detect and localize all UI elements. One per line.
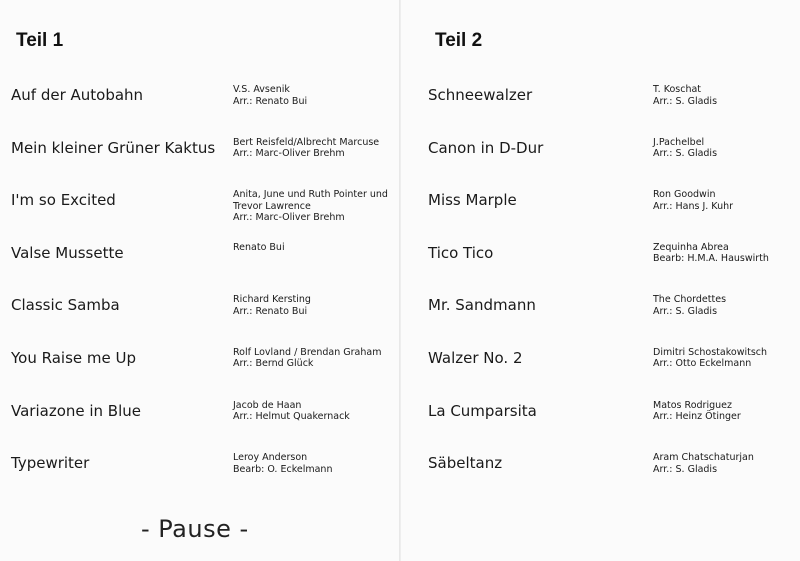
program-entry xyxy=(11,396,391,449)
credit-line: Jacob de Haan xyxy=(233,399,302,411)
credit-line: Arr.: Marc-Oliver Brehm xyxy=(233,148,345,160)
piece-credits xyxy=(233,242,285,254)
program-entry xyxy=(428,343,798,396)
piece-credits xyxy=(653,137,717,160)
piece-credits xyxy=(653,400,741,423)
program-entry xyxy=(428,80,798,133)
piece-title: Auf der Autobahn xyxy=(11,86,144,104)
piece-credits xyxy=(233,84,307,107)
piece-title: You Raise me Up xyxy=(11,348,136,367)
credit-line: Arr.: Helmut Quakernack xyxy=(233,411,350,423)
credit-line: Matos Rodriguez xyxy=(653,399,732,411)
credit-line: Bearb: H.M.A. Hauswirth xyxy=(653,253,769,265)
program-entry xyxy=(428,185,798,238)
credit-line: Dimitri Schostakowitsch xyxy=(653,346,768,358)
piece-credits xyxy=(233,452,332,475)
piece-title: Canon in D-Dur xyxy=(428,138,544,157)
piece-credits xyxy=(233,347,381,370)
part1-heading: Teil 1 xyxy=(16,30,64,51)
credit-line: Arr.: Marc-Oliver Brehm xyxy=(233,212,345,224)
program-entry xyxy=(11,185,391,238)
credit-line: Arr.: Renato Bui xyxy=(233,95,308,107)
program-entry xyxy=(11,290,391,343)
piece-title: Walzer No. 2 xyxy=(428,348,523,367)
program-entry xyxy=(11,80,391,133)
program-entry xyxy=(428,448,798,501)
credit-line: Ron Goodwin xyxy=(653,189,716,201)
credit-line: Rolf Lovland / Brendan Graham xyxy=(233,346,382,358)
piece-credits xyxy=(233,294,311,317)
credit-line: Richard Kersting xyxy=(233,294,311,306)
credit-line: Bearb: O. Eckelmann xyxy=(233,463,333,475)
part2-list xyxy=(428,80,798,501)
piece-credits xyxy=(233,400,350,423)
part1-list xyxy=(11,80,391,501)
credit-line: Leroy Anderson xyxy=(233,452,308,464)
program-entry xyxy=(11,343,391,396)
credit-line: Bert Reisfeld/Albrecht Marcuse xyxy=(233,136,380,148)
program-entry xyxy=(428,396,798,449)
piece-title: I'm so Excited xyxy=(11,191,116,210)
piece-title: Variazone in Blue xyxy=(11,401,142,420)
piece-credits xyxy=(233,137,379,160)
piece-title: Tico Tico xyxy=(428,243,494,262)
credit-line: Arr.: Otto Eckelmann xyxy=(653,358,752,370)
piece-credits xyxy=(653,452,754,475)
credit-line: Renato Bui xyxy=(233,241,285,253)
piece-credits xyxy=(653,242,769,265)
program-entry xyxy=(428,238,798,291)
credit-line: T. Koschat xyxy=(653,84,702,95)
program-entry xyxy=(11,133,391,186)
credit-line: Arr.: S. Gladis xyxy=(653,148,718,160)
piece-title: Valse Mussette xyxy=(11,243,124,262)
piece-credits xyxy=(653,294,726,317)
piece-title: La Cumparsita xyxy=(428,401,537,420)
page-fold xyxy=(399,0,401,561)
credit-line: V.S. Avsenik xyxy=(233,84,290,95)
credit-line: Trevor Lawrence xyxy=(233,200,311,212)
credit-line: Aram Chatschaturjan xyxy=(653,452,754,464)
piece-credits xyxy=(233,189,388,224)
credit-line: Arr.: S. Gladis xyxy=(653,305,718,317)
piece-credits xyxy=(653,84,717,107)
program-entry xyxy=(428,290,798,343)
piece-title: Schneewalzer xyxy=(428,86,533,104)
piece-credits xyxy=(653,347,767,370)
credit-line: Arr.: Bernd Glück xyxy=(233,358,314,370)
credit-line: The Chordettes xyxy=(653,294,727,306)
piece-title: Classic Samba xyxy=(11,296,120,315)
part2-heading: Teil 2 xyxy=(435,30,483,51)
program-entry xyxy=(11,238,391,291)
credit-line: Zequinha Abrea xyxy=(653,241,729,253)
credit-line: Arr.: Heinz Ötinger xyxy=(653,411,741,423)
credit-line: Arr.: S. Gladis xyxy=(653,463,718,475)
piece-title: Typewriter xyxy=(11,454,90,473)
credit-line: Arr.: S. Gladis xyxy=(653,95,718,107)
credit-line: Anita, June und Ruth Pointer und xyxy=(233,189,388,201)
piece-credits xyxy=(653,189,733,212)
piece-title: Mein kleiner Grüner Kaktus xyxy=(11,138,216,157)
program-entry xyxy=(11,448,391,501)
piece-title: Mr. Sandmann xyxy=(428,296,536,315)
credit-line: Arr.: Renato Bui xyxy=(233,305,308,317)
credit-line: Arr.: Hans J. Kuhr xyxy=(653,200,734,212)
program-entry xyxy=(428,133,798,186)
pause-label: - Pause - xyxy=(141,515,249,543)
credit-line: J.Pachelbel xyxy=(653,136,705,148)
piece-title: Miss Marple xyxy=(428,191,517,210)
piece-title: Säbeltanz xyxy=(428,454,503,473)
